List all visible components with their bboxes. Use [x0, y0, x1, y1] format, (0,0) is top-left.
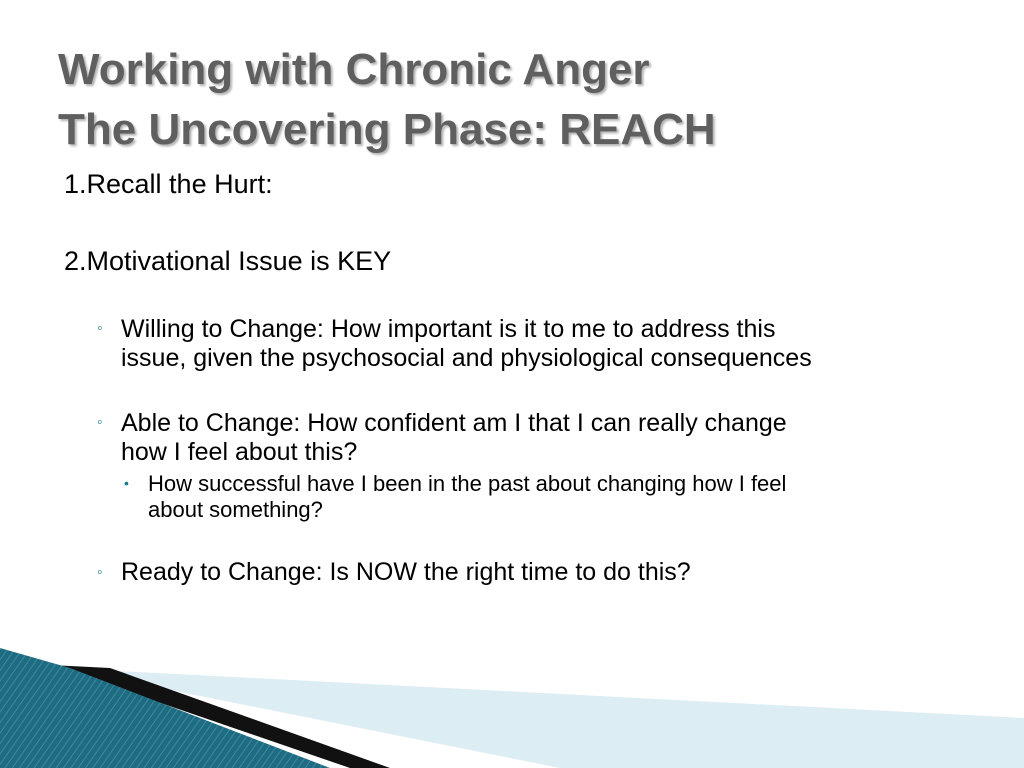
hollow-bullet-icon: ◦: [97, 320, 103, 337]
decor-dark-wedge: [0, 648, 330, 768]
item-recall-the-hurt: 1.Recall the Hurt:: [64, 169, 273, 199]
sub-item-willing-to-change-line-1: Willing to Change: How important is it to me to address this: [121, 315, 776, 343]
hollow-bullet-icon: ◦: [97, 564, 103, 581]
bullet-icon: •: [124, 475, 129, 491]
hollow-bullet-icon: ◦: [97, 414, 103, 431]
decor-light-band: [60, 668, 1024, 768]
sub-item-able-to-change-line-1: Able to Change: How confident am I that I can really change: [121, 409, 787, 437]
title-line-1: Working with Chronic Anger: [58, 45, 650, 94]
sub-sub-item-past-success-line-2: about something?: [148, 497, 323, 522]
item-motivational-issue: 2.Motivational Issue is KEY: [64, 246, 392, 276]
sub-item-willing-to-change-line-2: issue, given the psychosocial and physiological consequences: [121, 344, 812, 372]
slide-title: [58, 40, 716, 160]
sub-item-able-to-change-line-2: how I feel about this?: [121, 438, 358, 466]
title-line-2: The Uncovering Phase: REACH: [58, 105, 716, 154]
sub-item-ready-to-change: Ready to Change: Is NOW the right time to do this?: [121, 558, 691, 586]
sub-sub-item-past-success-line-1: How successful have I been in the past about changing how I feel: [148, 471, 787, 496]
decor-black-stripe: [50, 665, 390, 768]
